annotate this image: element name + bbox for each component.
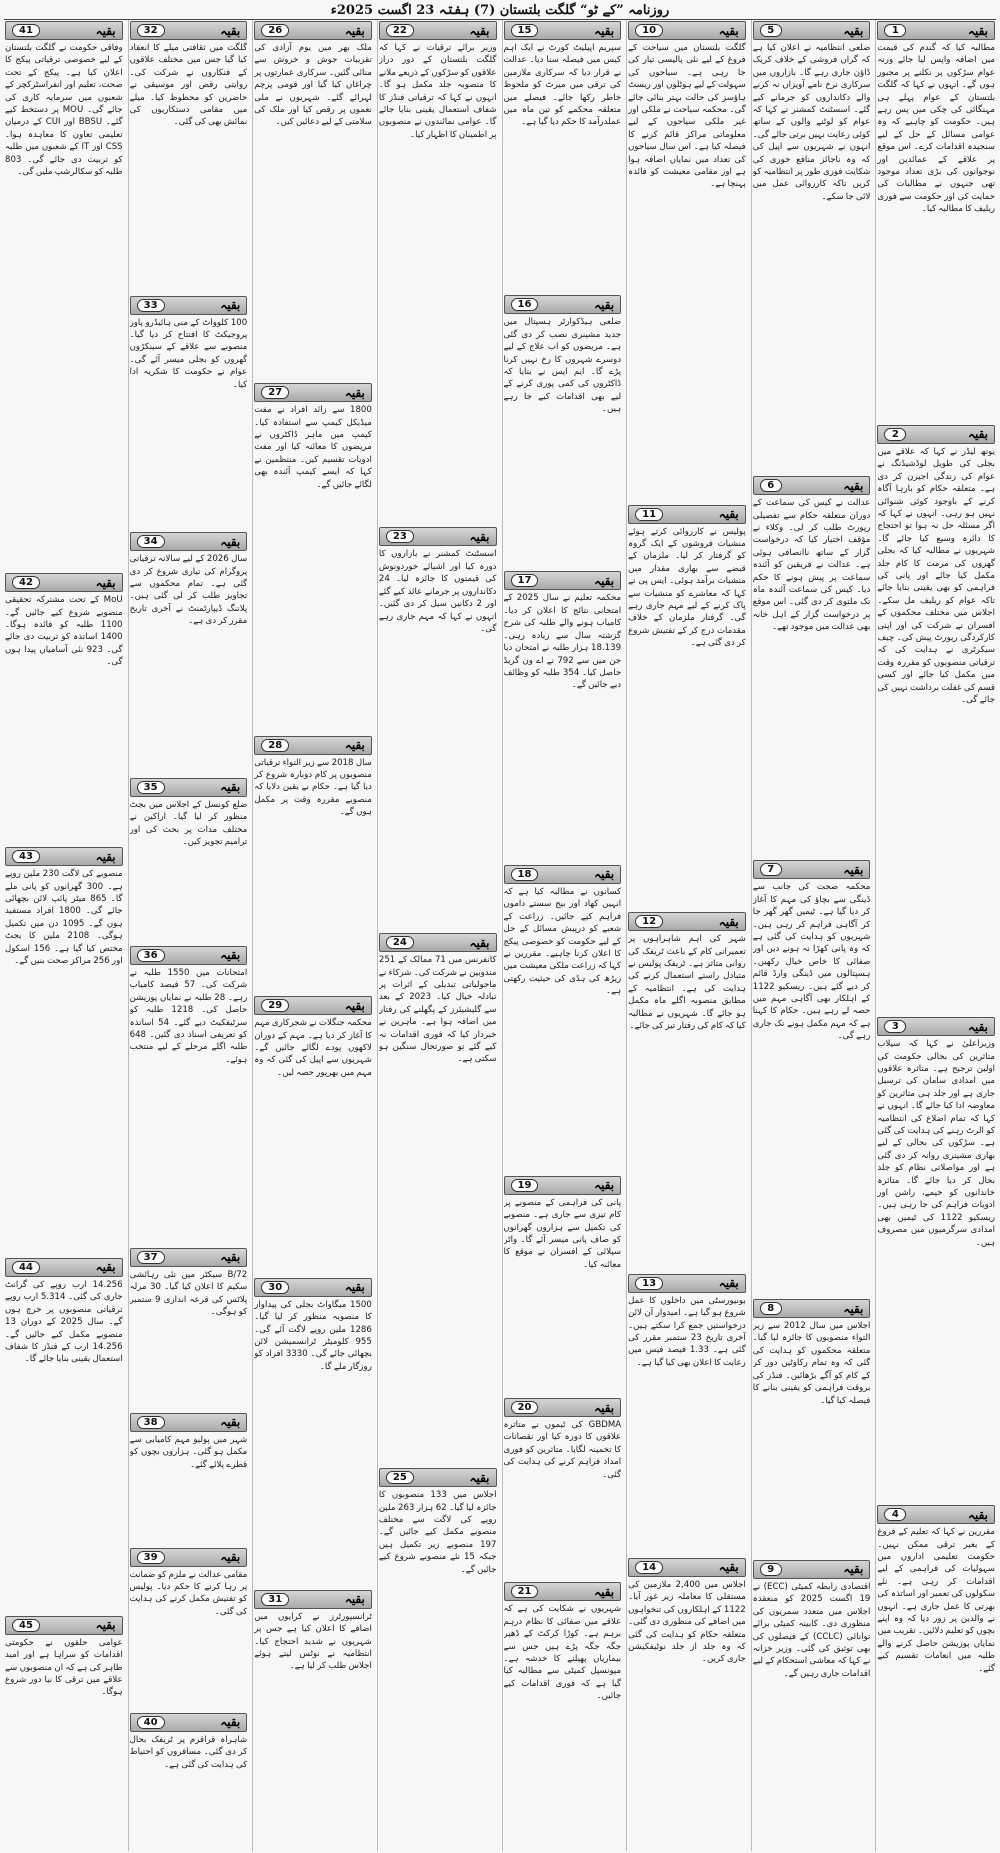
baqiya-block-38 (129, 1412, 249, 1547)
baqiya-block-10 (627, 20, 747, 504)
article-text: محکمہ صحت کی جانب سے ڈینگی سے بچاؤ کی مہم کا آغاز کر دیا گیا ہے۔ ٹیمیں گھر گھر جا کر آگاہی فراہم کر رہی ہیں۔ شہریوں کو ہدایت کی گئی ہے کہ وہ پانی کھڑا نہ ہونے دیں اور صفائی کا خاص خیال رکھیں۔ ہسپتالوں میں ڈینگی وارڈ قائم کر دیے گئے ہیں۔ ریسکیو 1122 کے اہلکار بھی آگاہی مہم میں حصہ لے رہے ہیں۔ حکام کا کہنا ہے کہ مہم مکمل ہونے تک جاری رہے گی۔ (752, 882, 871, 1042)
baqiya-label: بقیہ (95, 1260, 116, 1275)
baqiya-label: بقیہ (967, 1507, 988, 1522)
baqiya-header (254, 1278, 372, 1297)
baqiya-number: 44 (12, 1261, 40, 1274)
article-text: کسانوں نے مطالبہ کیا ہے کہ انہیں کھاد اور بیج سستے داموں فراہم کیے جائیں۔ زراعت کے شعبے کو درپیش مسائل کے حل کے لیے حکومت کو خصوصی پیکج کا اعلان کرنا چاہیے۔ مقررین نے کہا کہ زراعت ملکی معیشت میں ریڑھ کی ہڈی کی حیثیت رکھتی ہے۔ (503, 886, 622, 997)
article-text: GBDMA کی ٹیموں نے متاثرہ علاقوں کا دورہ کیا اور نقصانات کا تخمینہ لگایا۔ متاثرین کو فوری امداد فراہم کرنے کی ہدایت کی گئی۔ (503, 1420, 622, 1480)
baqiya-block-36 (129, 945, 249, 1247)
baqiya-number: 3 (884, 1020, 906, 1033)
baqiya-label: بقیہ (220, 948, 241, 963)
baqiya-block-16 (503, 294, 623, 570)
baqiya-number: 41 (12, 24, 40, 37)
baqiya-block-14 (627, 1557, 747, 1851)
baqiya-label: بقیہ (344, 385, 365, 400)
article-text: اسسٹنٹ کمشنر نے بازاروں کا دورہ کیا اور اشیائے خوردونوش کی قیمتوں کا جائزہ لیا۔ 24 دکانداروں پر جرمانے عائد کیے گئے اور 2 دکانیں سیل کر دی گئیں۔ انہوں نے کہا کہ مہم جاری رہے گی۔ (378, 549, 497, 634)
baqiya-header (628, 912, 746, 931)
baqiya-label: بقیہ (718, 23, 739, 38)
baqiya-header (5, 1616, 123, 1635)
article-text: محکمہ جنگلات نے شجرکاری مہم کا آغاز کر دیا ہے۔ مہم کے دوران لاکھوں پودے لگائے جائیں گے۔ شہریوں سے اپیل کی گئی کہ وہ مہم میں بھرپور حصہ لیں۔ (254, 1018, 372, 1078)
article-text: پولیس نے کارروائی کرتے ہوئے منشیات فروشوں کے ایک گروہ کو گرفتار کر لیا۔ ملزمان کے قبضے سے بھاری مقدار میں منشیات برآمد ہوئی۔ ایس پی نے کہا کہ معاشرے کو منشیات سے پاک کرنے کے لیے مہم جاری رہے گی۔ گرفتار ملزمان کے خلاف مقدمات درج کر کے تفتیش شروع کر دی گئی ہے۔ (628, 526, 746, 649)
baqiya-number: 4 (884, 1508, 906, 1521)
baqiya-number: 34 (137, 535, 165, 548)
baqiya-number: 35 (137, 781, 165, 794)
baqiya-block-30 (253, 1277, 373, 1589)
baqiya-block-39 (129, 1547, 249, 1712)
baqiya-header (5, 573, 123, 592)
baqiya-header (877, 21, 995, 40)
columns-container (4, 20, 996, 1851)
baqiya-label: بقیہ (344, 998, 365, 1013)
baqiya-block-21 (503, 1581, 623, 1851)
baqiya-header (254, 21, 372, 40)
baqiya-label: بقیہ (220, 1550, 241, 1565)
article-text: 1500 میگاواٹ بجلی کی پیداوار کا منصوبہ منظور کر لیا گیا۔ 1286 ملین روپے لاگت آئے گی۔ 955 کلومیٹر ٹرانسمیشن لائن بچھائی جائے گی۔ 3330 افراد کو روزگار ملے گا۔ (254, 1299, 372, 1372)
baqiya-header (504, 21, 622, 40)
article-text: گلگت میں ثقافتی میلے کا انعقاد کیا گیا جس میں مختلف علاقوں کے فنکاروں نے شرکت کی۔ روایتی رقص اور موسیقی نے حاضرین کو محظوظ کیا۔ میلے میں مقامی دستکاریوں کی نمائش بھی کی گئی۔ (129, 43, 248, 128)
baqiya-block-43 (4, 846, 124, 1257)
baqiya-label: بقیہ (469, 1470, 490, 1485)
baqiya-label: بقیہ (594, 297, 615, 312)
baqiya-label: بقیہ (469, 935, 490, 950)
baqiya-label: بقیہ (594, 23, 615, 38)
baqiya-label: بقیہ (220, 23, 241, 38)
baqiya-number: 29 (261, 999, 289, 1012)
baqiya-number: 27 (261, 386, 289, 399)
baqiya-label: بقیہ (344, 23, 365, 38)
baqiya-number: 28 (261, 739, 289, 752)
baqiya-header (379, 21, 497, 40)
baqiya-block-28 (253, 735, 373, 996)
baqiya-block-8 (752, 1298, 872, 1559)
article-text: مقامی عدالت نے ملزم کو ضمانت پر رہا کرنے کا حکم دیا۔ پولیس کو تفتیش مکمل کرنے کی ہدایت کی گئی۔ (129, 1569, 248, 1617)
baqiya-block-40 (129, 1712, 249, 1851)
baqiya-header (628, 505, 746, 524)
baqiya-block-13 (627, 1273, 747, 1557)
baqiya-block-45 (4, 1615, 124, 1851)
article-text: اجلاس میں 2,400 ملازمین کی مستقلی کا معاملہ زیر غور آیا۔ 1122 کے اہلکاروں کی تنخواہوں میں اضافے کی منظوری دی گئی۔ متعلقہ حکام کو ہدایت کی گئی کہ وہ جلد از جلد نوٹیفکیشن جاری کریں۔ (628, 1579, 746, 1665)
baqiya-number: 32 (137, 24, 165, 37)
baqiya-block-42 (4, 572, 124, 846)
news-column-3 (626, 20, 747, 1851)
article-text: محکمہ تعلیم نے سال 2025 کے امتحانی نتائج کا اعلان کر دیا۔ کامیاب ہونے والے طلبہ کی شرح گزشتہ سال سے زیادہ رہی۔ 18.139 ہزار طلبہ نے امتحان دیا جن میں سے 792 نے اے ون گریڈ حاصل کیا۔ 354 طلبہ کو وظائف دیے جائیں گے۔ (503, 593, 622, 691)
article-text: مقررین نے کہا کہ تعلیم کے فروغ کے بغیر ترقی ممکن نہیں۔ حکومت تعلیمی اداروں میں سہولیات کی فراہمی کے لیے اقدامات کر رہی ہے۔ نئے سکولوں کی تعمیر اور اساتذہ کی بھرتی کا عمل جاری ہے۔ انہوں نے والدین پر زور دیا کہ وہ اپنے بچوں کو تعلیم دلائیں۔ تقریب میں نمایاں پوزیشن حاصل کرنے والے طلبہ میں انعامات تقسیم کیے گئے۔ (877, 1527, 995, 1674)
baqiya-label: بقیہ (469, 23, 490, 38)
baqiya-label: بقیہ (843, 23, 864, 38)
baqiya-header (504, 295, 622, 314)
baqiya-number: 38 (137, 1416, 165, 1429)
baqiya-label: بقیہ (967, 1019, 988, 1034)
baqiya-header (130, 1548, 248, 1567)
article-text: وزیراعلیٰ نے کہا کہ سیلاب متاثرین کی بحالی حکومت کی اولین ترجیح ہے۔ متاثرہ علاقوں میں امدادی سامان کی ترسیل جاری ہے اور جلد ہی متاثرین کو معاوضہ ادا کیا جائے گا۔ انہوں نے کہا کہ تمام اضلاع کی انتظامیہ کو الرٹ رہنے کی ہدایت کی گئی ہے۔ سڑکوں کی بحالی کے لیے بھاری مشینری روانہ کر دی گئی ہے اور مواصلاتی نظام کو جلد بحال کر دیا جائے گا۔ متاثرہ خاندانوں کو خیمے، راشن اور ادویات فراہم کی جا رہی ہیں۔ ریسکیو 1122 کی ٹیمیں بھی امدادی سرگرمیوں میں مصروف ہیں۔ (877, 1039, 995, 1248)
article-text: وزیر برائے ترقیات نے کہا کہ گلگت بلتستان کے دور دراز علاقوں کو سڑکوں کے ذریعے ملانے کا منصوبہ جلد مکمل ہو گا۔ انہوں نے کہا کہ ترقیاتی فنڈز کا شفاف استعمال یقینی بنایا جائے گا۔ عوامی نمائندوں نے منصوبوں پر اطمینان کا اظہار کیا۔ (378, 43, 497, 140)
baqiya-block-3 (876, 1016, 996, 1504)
baqiya-number: 14 (635, 1561, 663, 1574)
baqiya-block-25 (378, 1467, 498, 1851)
baqiya-number: 18 (511, 868, 539, 881)
baqiya-number: 24 (386, 936, 414, 949)
baqiya-header (753, 1299, 871, 1318)
baqiya-label: بقیہ (967, 427, 988, 442)
baqiya-label: بقیہ (95, 849, 116, 864)
baqiya-block-32 (129, 20, 249, 295)
baqiya-header (379, 933, 497, 952)
article-text: اقتصادی رابطہ کمیٹی (ECC) نے 19 اگست 2025 کو منعقدہ اجلاس میں متعدد سمریوں کی منظوری دی۔ کابینہ کمیٹی برائے توانائی (CCLC) کے فیصلوں کی بھی توثیق کی گئی۔ وزیر خزانہ نے کہا کہ معاشی استحکام کے لیے اقدامات جاری رہیں گے۔ (752, 1581, 871, 1679)
article-text: ضلعی انتظامیہ نے اعلان کیا ہے کہ گراں فروشی کے خلاف کریک ڈاؤن جاری رہے گا۔ بازاروں میں سرکاری نرخ نامے آویزاں نہ کرنے والے دکانداروں کو جرمانے کیے گئے۔ اسسٹنٹ کمشنر نے کہا کہ عوام کو لوٹنے والوں کے ساتھ کوئی رعایت نہیں برتی جائے گی۔ انہوں نے شہریوں سے اپیل کی کہ وہ ناجائز منافع خوری کی شکایت فوری طور پر انتظامیہ کو کریں تاکہ کارروائی عمل میں لائی جا سکے۔ (752, 43, 871, 202)
article-text: منصوبے کی لاگت 230 ملین روپے ہے۔ 300 گھرانوں کو پانی ملے گا۔ 865 میٹر پائپ لائن بچھائی جائے گی۔ 1800 افراد مستفید ہوں گے۔ 1095 دن میں تکمیل ہوگی۔ 2108 ملین کا بجٹ مختص کیا گیا ہے۔ 156 اسکول اور 256 مراکز صحت بنیں گے۔ (5, 869, 123, 967)
baqiya-label: بقیہ (220, 534, 241, 549)
baqiya-number: 33 (137, 299, 165, 312)
baqiya-number: 17 (511, 574, 539, 587)
baqiya-header (130, 778, 248, 797)
baqiya-number: 45 (12, 1619, 40, 1632)
baqiya-number: 39 (137, 1551, 165, 1564)
baqiya-label: بقیہ (594, 1400, 615, 1415)
baqiya-label: بقیہ (843, 1562, 864, 1577)
baqiya-label: بقیہ (967, 23, 988, 38)
baqiya-block-19 (503, 1175, 623, 1397)
baqiya-header (130, 532, 248, 551)
baqiya-label: بقیہ (718, 914, 739, 929)
news-column-1 (875, 20, 996, 1851)
baqiya-header (753, 21, 871, 40)
baqiya-header (5, 847, 123, 866)
baqiya-header (877, 1017, 995, 1036)
baqiya-label: بقیہ (95, 23, 116, 38)
baqiya-header (504, 1582, 622, 1601)
baqiya-block-12 (627, 911, 747, 1273)
baqiya-header (130, 21, 248, 40)
article-text: سپریم اپیلیٹ کورٹ نے ایک اہم کیس میں فیصلہ سنا دیا۔ عدالت نے قرار دیا کہ سرکاری ملازمین کی ترقی میں میرٹ کو ملحوظ خاطر رکھا جائے۔ فیصلے میں متعلقہ محکمے کو تین ماہ میں عملدرآمد کا حکم دیا گیا ہے۔ (503, 43, 622, 128)
baqiya-number: 20 (511, 1401, 539, 1414)
baqiya-label: بقیہ (220, 1250, 241, 1265)
baqiya-block-1 (876, 20, 996, 424)
baqiya-number: 23 (386, 530, 414, 543)
baqiya-label: بقیہ (843, 1301, 864, 1316)
baqiya-header (130, 1413, 248, 1432)
baqiya-label: بقیہ (843, 478, 864, 493)
baqiya-label: بقیہ (220, 1415, 241, 1430)
baqiya-number: 43 (12, 850, 40, 863)
baqiya-number: 11 (635, 508, 663, 521)
baqiya-label: بقیہ (718, 1560, 739, 1575)
baqiya-header (130, 946, 248, 965)
baqiya-number: 13 (635, 1277, 663, 1290)
baqiya-header (628, 1558, 746, 1577)
baqiya-number: 7 (760, 863, 782, 876)
baqiya-label: بقیہ (843, 862, 864, 877)
baqiya-block-20 (503, 1397, 623, 1581)
baqiya-header (379, 527, 497, 546)
baqiya-label: بقیہ (594, 573, 615, 588)
page-header-title: روزنامہ ”کے ٹو“ گلگت بلتستان (7) ہفتہ 23 اگست 2025ء (4, 2, 996, 20)
baqiya-header (753, 860, 871, 879)
baqiya-header (753, 1560, 871, 1579)
baqiya-block-2 (876, 424, 996, 1016)
baqiya-label: بقیہ (344, 1280, 365, 1295)
article-text: شاہراہ قراقرم پر ٹریفک بحال کر دی گئی۔ مسافروں کو احتیاط کی ہدایت کی گئی ہے۔ (129, 1734, 248, 1770)
baqiya-block-11 (627, 504, 747, 912)
baqiya-header (504, 571, 622, 590)
baqiya-block-4 (876, 1504, 996, 1851)
article-text: یونیورسٹی میں داخلوں کا عمل شروع ہو گیا ہے۔ امیدوار آن لائن درخواستیں جمع کرا سکتے ہیں۔ آخری تاریخ 23 ستمبر مقرر کی گئی ہے۔ 1.33 فیصد فیس میں رعایت کا اعلان بھی کیا گیا ہے۔ (628, 1295, 746, 1368)
baqiya-number: 37 (137, 1251, 165, 1264)
baqiya-label: بقیہ (220, 780, 241, 795)
baqiya-number: 16 (511, 298, 539, 311)
baqiya-label: بقیہ (718, 1276, 739, 1291)
baqiya-block-23 (378, 526, 498, 932)
baqiya-label: بقیہ (469, 529, 490, 544)
article-text: B/72 سیکٹر میں نئی رہائشی سکیم کا اعلان کیا گیا۔ 30 مرلہ پلاٹس کی قرعہ اندازی 9 ستمبر کو ہوگی۔ (129, 1269, 248, 1318)
news-column-7 (128, 20, 249, 1851)
baqiya-number: 9 (760, 1563, 782, 1576)
baqiya-number: 42 (12, 576, 40, 589)
baqiya-block-18 (503, 864, 623, 1175)
baqiya-label: بقیہ (95, 575, 116, 590)
baqiya-number: 5 (760, 24, 782, 37)
baqiya-label: بقیہ (344, 738, 365, 753)
baqiya-block-29 (253, 995, 373, 1277)
baqiya-block-15 (503, 20, 623, 294)
baqiya-header (254, 1590, 372, 1609)
baqiya-block-37 (129, 1247, 249, 1412)
article-text: پانی کی فراہمی کے منصوبے پر کام تیزی سے جاری ہے۔ منصوبے کی تکمیل سے ہزاروں گھرانوں کو صاف پانی میسر آئے گا۔ واٹر سپلائی کے افسران نے موقع کا معائنہ کیا۔ (503, 1197, 622, 1270)
baqiya-number: 36 (137, 949, 165, 962)
baqiya-header (254, 996, 372, 1015)
baqiya-block-35 (129, 777, 249, 945)
baqiya-number: 31 (261, 1593, 289, 1606)
baqiya-block-34 (129, 531, 249, 777)
baqiya-number: 2 (884, 428, 906, 441)
baqiya-number: 10 (635, 24, 663, 37)
article-text: ملک بھر میں یوم آزادی کی تقریبات جوش و خروش سے منائی گئیں۔ سرکاری عمارتوں پر چراغاں کیا گیا اور قومی پرچم لہرائے گئے۔ شہریوں نے ملی نغموں پر رقص کیا اور ملک کی سلامتی کے لیے دعائیں کیں۔ (254, 43, 372, 128)
article-text: ٹرانسپورٹرز نے کرایوں میں اضافے کا اعلان کیا ہے جس پر شہریوں نے شدید احتجاج کیا۔ انتظامیہ نے نوٹس لیتے ہوئے اجلاس طلب کر لیا ہے۔ (254, 1611, 372, 1672)
baqiya-number: 6 (760, 479, 782, 492)
baqiya-block-17 (503, 570, 623, 863)
baqiya-label: بقیہ (594, 1584, 615, 1599)
article-text: یوتھ لیڈر نے کہا کہ علاقے میں بجلی کی طویل لوڈشیڈنگ نے عوام کی زندگی اجیرن کر دی ہے۔ متعلقہ حکام کو بارہا آگاہ کرنے کے باوجود کوئی شنوائی نہیں ہو رہی۔ انہوں نے کہا کہ اگر مسئلہ حل نہ ہوا تو احتجاج کا دائرہ وسیع کیا جائے گا۔ شہریوں نے مطالبہ کیا کہ بجلی گھروں کی مرمت کا کام جلد مکمل کیا جائے اور پانی کی فراہمی کو بھی یقینی بنایا جائے تاکہ عوام کو ریلیف مل سکے۔ اجلاس میں مختلف محکموں کے افسران نے شرکت کی اور اپنی کارکردگی رپورٹ پیش کی۔ چیف سیکرٹری نے ہدایت کی کہ ترقیاتی منصوبوں کو مقررہ وقت میں مکمل کیا جائے اور کسی قسم کی غفلت برداشت نہیں کی جائے گی۔ (877, 446, 995, 706)
article-text: 100 کلوواٹ کے منی ہائیڈرو پاور پروجیکٹ کا افتتاح کر دیا گیا۔ منصوبے سے علاقے کے سینکڑوں گھروں کو بجلی میسر آئے گی۔ عوام نے حکومت کا شکریہ ادا کیا۔ (129, 317, 248, 390)
article-text: عوامی حلقوں نے حکومتی اقدامات کو سراہا ہے اور امید ظاہر کی ہے کہ ان منصوبوں سے علاقے میں ترقی کا نیا دور شروع ہوگا۔ (5, 1637, 123, 1698)
article-text: ضلعی ہیڈکوارٹر ہسپتال میں جدید مشینری نصب کر دی گئی ہے۔ مریضوں کو اب علاج کے لیے دوسرے شہروں کا رخ نہیں کرنا پڑے گا۔ ایم ایس نے بتایا کہ ڈاکٹروں کی کمی پوری کرنے کے لیے بھی اقدامات کیے جا رہے ہیں۔ (503, 317, 622, 415)
article-text: کانفرنس میں 71 ممالک کے 251 مندوبین نے شرکت کی۔ شرکاء نے ماحولیاتی تبدیلی کے اثرات پر تبادلہ خیال کیا۔ 2023 کے بعد سے گلیشیئرز کے پگھلنے کی رفتار میں اضافہ ہوا ہے۔ ماہرین نے خبردار کیا کہ فوری اقدامات نہ کیے گئے تو صورتحال سنگین ہو سکتی ہے۔ (378, 955, 497, 1065)
news-column-2 (751, 20, 872, 1851)
baqiya-header (877, 1505, 995, 1524)
baqiya-header (504, 1398, 622, 1417)
baqiya-label: بقیہ (594, 867, 615, 882)
baqiya-header (254, 736, 372, 755)
baqiya-block-5 (752, 20, 872, 475)
baqiya-header (877, 425, 995, 444)
article-text: اجلاس میں سال 2012 سے زیر التواء منصوبوں کا جائزہ لیا گیا۔ متعلقہ محکموں کو ہدایت کی گئی کہ وہ تمام رکاوٹیں دور کر کے کام کو آگے بڑھائیں۔ فنڈز کی بروقت فراہمی کو یقینی بنانے کا فیصلہ کیا گیا۔ (752, 1321, 871, 1406)
article-text: امتحانات میں 1550 طلبہ نے شرکت کی۔ 57 فیصد کامیاب رہے۔ 28 طلبہ نے نمایاں پوزیشن حاصل کی۔ 1218 طلبہ کو سرٹیفکیٹ دیے گئے۔ 54 اساتذہ کو تعریفی اسناد دی گئیں۔ 648 طلبہ اگلے مرحلے کے لیے منتخب ہوئے۔ (129, 967, 248, 1065)
baqiya-number: 12 (635, 915, 663, 928)
baqiya-block-9 (752, 1559, 872, 1851)
article-text: شہر کی اہم شاہراہوں پر تعمیراتی کام کے باعث ٹریفک کی روانی متاثر ہے۔ ٹریفک پولیس نے متبادل راستے استعمال کرنے کی ہدایت کی ہے۔ انتظامیہ کے مطابق منصوبہ اگلے ماہ مکمل ہو جائے گا۔ شہریوں نے مطالبہ کیا کہ کام کی رفتار تیز کی جائے۔ (628, 934, 746, 1032)
news-column-5 (377, 20, 498, 1851)
article-text: مطالبہ کیا کہ گندم کی قیمت میں اضافہ واپس لیا جائے ورنہ عوام سڑکوں پر نکلنے پر مجبور ہوں گے۔ انہوں نے کہا کہ گلگت بلتستان کے عوام پہلے ہی مہنگائی کی چکی میں پس رہے ہیں۔ حکومت کو چاہیے کہ وہ عوامی مسائل کے حل کے لیے سنجیدہ اقدامات کرے۔ اس موقع پر علاقے کے عمائدین اور نوجوانوں کی بڑی تعداد موجود تھی جنہوں نے مطالبات کی حمایت کی اور حکومت سے فوری ریلیف کا مطالبہ کیا۔ (877, 43, 995, 215)
article-text: عدالت نے کیس کی سماعت کے دوران متعلقہ حکام سے تفصیلی رپورٹ طلب کر لی۔ وکلاء نے مؤقف اختیار کیا کہ درخواست گزار کے ساتھ ناانصافی ہوئی ہے۔ عدالت نے فریقین کو آئندہ سماعت پر پیش ہونے کا حکم دیا۔ کیس کی سماعت آئندہ ماہ تک ملتوی کر دی گئی۔ اس موقع پر درخواست گزار کے اہل خانہ بھی عدالت میں موجود تھے۔ (752, 498, 871, 633)
baqiya-number: 19 (511, 1179, 539, 1192)
article-text: ضلع کونسل کے اجلاس میں بجٹ منظور کر لیا گیا۔ اراکین نے مختلف مدات پر بحث کی اور ترامیم تجویز کیں۔ (129, 799, 248, 847)
baqiya-header (628, 21, 746, 40)
news-column-4 (502, 20, 623, 1851)
baqiya-label: بقیہ (344, 1592, 365, 1607)
article-text: شہریوں نے شکایت کی ہے کہ علاقے میں صفائی کا نظام درہم برہم ہے۔ کوڑا کرکٹ کے ڈھیر جگہ جگہ پڑے ہیں جس سے بیماریاں پھیلنے کا خدشہ ہے۔ میونسپل کمیٹی سے مطالبہ کیا گیا ہے کہ فوری اقدامات کیے جائیں۔ (503, 1604, 622, 1702)
baqiya-block-44 (4, 1257, 124, 1615)
news-column-6 (252, 20, 373, 1851)
baqiya-block-6 (752, 475, 872, 859)
baqiya-header (5, 1258, 123, 1277)
baqiya-number: 15 (511, 24, 539, 37)
baqiya-header (504, 1176, 622, 1195)
baqiya-number: 8 (760, 1302, 782, 1315)
baqiya-number: 21 (511, 1585, 539, 1598)
baqiya-block-7 (752, 859, 872, 1298)
baqiya-label: بقیہ (95, 1618, 116, 1633)
baqiya-number: 22 (386, 24, 414, 37)
article-text: گلگت بلتستان میں سیاحت کے فروغ کے لیے نئی پالیسی تیار کی جا رہی ہے۔ سیاحوں کی سہولت کے لیے ہوٹلوں اور ریسٹ ہاؤسز کی حالت بہتر بنائی جائے گی۔ محکمہ سیاحت نے ملکی اور غیر ملکی سیاحوں کے لیے معلوماتی مراکز قائم کرنے کا فیصلہ کیا ہے۔ اس سال سیاحوں کی تعداد میں نمایاں اضافہ ہوا ہے اور مقامی معیشت کو فائدہ پہنچا ہے۔ (628, 43, 746, 190)
news-column-8 (4, 20, 124, 1851)
article-text: اجلاس میں 133 منصوبوں کا جائزہ لیا گیا۔ 62 ہزار 263 ملین روپے کی لاگت سے مختلف منصوبے مکمل کیے جائیں گے۔ 197 منصوبے زیر تکمیل ہیں جبکہ 15 نئے منصوبے شروع کیے جائیں گے۔ (378, 1490, 497, 1575)
baqiya-header (254, 383, 372, 402)
baqiya-header (379, 1468, 497, 1487)
article-text: سال 2018 سے زیر التواء ترقیاتی منصوبوں پر کام دوبارہ شروع کر دیا گیا ہے۔ حکام نے یقین دلایا کہ منصوبے مقررہ وقت پر مکمل ہوں گے۔ (254, 757, 372, 818)
baqiya-header (504, 865, 622, 884)
baqiya-number: 1 (884, 24, 906, 37)
baqiya-header (5, 21, 123, 40)
baqiya-label: بقیہ (220, 1715, 241, 1730)
baqiya-label: بقیہ (718, 507, 739, 522)
baqiya-block-33 (129, 295, 249, 532)
article-text: شہر میں پولیو مہم کامیابی سے مکمل ہو گئی۔ ہزاروں بچوں کو قطرے پلائے گئے۔ (129, 1434, 248, 1470)
baqiya-number: 40 (137, 1716, 165, 1729)
baqiya-block-22 (378, 20, 498, 526)
baqiya-header (130, 1713, 248, 1732)
baqiya-number: 30 (261, 1281, 289, 1294)
baqiya-label: بقیہ (220, 298, 241, 313)
baqiya-block-24 (378, 932, 498, 1467)
article-text: وفاقی حکومت نے گلگت بلتستان کے لیے خصوصی ترقیاتی پیکج کا اعلان کیا ہے۔ پیکج کے تحت صحت، تعلیم اور انفراسٹرکچر کے شعبوں میں سرمایہ کاری کی جائے گی۔ MOU پر دستخط کیے گئے۔ BBSU اور CUI کے درمیان تعلیمی تعاون کا معاہدہ ہوا۔ CSS اور IT کے شعبوں میں طلبہ کو تربیت دی جائے گی۔ 803 طلبہ کو سکالرشپ ملیں گی۔ (5, 43, 123, 178)
article-text: 1800 سے زائد افراد نے مفت میڈیکل کیمپ سے استفادہ کیا۔ کیمپ میں ماہر ڈاکٹروں نے مریضوں کا معائنہ کیا اور مفت ادویات تقسیم کیں۔ منتظمین نے کہا کہ ایسے کیمپ آئندہ بھی لگائے جائیں گے۔ (254, 405, 372, 490)
article-text: 14.256 ارب روپے کی گرانٹ جاری کی گئی۔ 5.314 ارب روپے ترقیاتی منصوبوں پر خرچ ہوں گے۔ سال 2025 کے دوران 13 منصوبے مکمل کیے جائیں گے۔ 14.256 ارب کے فنڈز کا شفاف استعمال یقینی بنایا جائے گا۔ (5, 1279, 123, 1365)
baqiya-header (130, 296, 248, 315)
baqiya-number: 26 (261, 24, 289, 37)
baqiya-label: بقیہ (594, 1178, 615, 1193)
baqiya-block-27 (253, 382, 373, 735)
baqiya-header (753, 476, 871, 495)
baqiya-number: 25 (386, 1471, 414, 1484)
baqiya-block-41 (4, 20, 124, 572)
baqiya-block-26 (253, 20, 373, 382)
baqiya-header (130, 1248, 248, 1267)
article-text: سال 2026 کے لیے سالانہ ترقیاتی پروگرام کی تیاری شروع کر دی گئی ہے۔ تمام محکموں سے تجاویز طلب کر لی گئی ہیں۔ پلاننگ ڈیپارٹمنٹ نے آخری تاریخ مقرر کر دی ہے۔ (129, 554, 248, 627)
baqiya-header (628, 1274, 746, 1293)
article-text: MoU کے تحت مشترکہ تحقیقی منصوبے شروع کیے جائیں گے۔ 1100 طلبہ کو فائدہ ہوگا۔ 1400 اساتذہ کو تربیت دی جائے گی۔ 923 نئی آسامیاں پیدا ہوں گی۔ (5, 595, 123, 668)
baqiya-block-31 (253, 1589, 373, 1851)
